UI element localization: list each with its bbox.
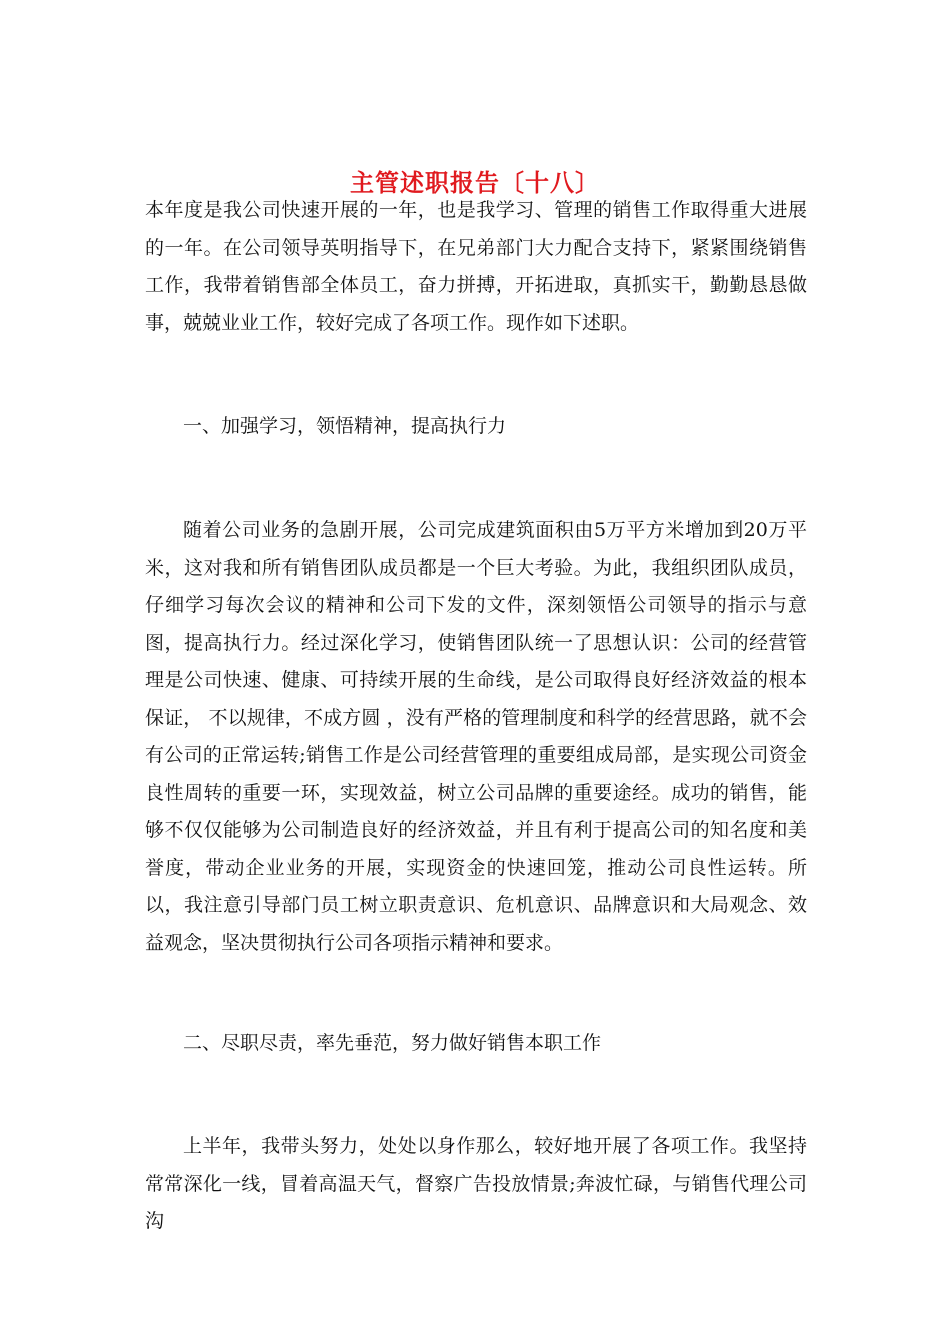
section-1-heading: 一、加强学习，领悟精神，提高执行力 bbox=[183, 415, 507, 437]
intro-paragraph: 本年度是我公司快速开展的一年，也是我学习、管理的销售工作取得重大进展的一年。在公司领导英明指导下，在兄弟部门大力配合支持下，紧紧围绕销售工作，我带着销售部全体员工，奋力拼搏，开拓进取，真抓实干，勤勤恳恳做事，兢兢业业工作，较好完成了各项工作。现作如下述职。 bbox=[145, 199, 807, 334]
section-2-body: 上半年，我带头努力，处处以身作那么，较好地开展了各项工作。我坚持常常深化一线，冒着高温天气，督察广告投放情景;奔波忙碌，与销售代理公司沟 bbox=[145, 1135, 807, 1232]
section-1-body: 随着公司业务的急剧开展，公司完成建筑面积由5万平方米增加到20万平米，这对我和所有销售团队成员都是一个巨大考验。为此，我组织团队成员，仔细学习每次会议的精神和公司下发的文件，深刻领悟公司领导的指示与意图，提高执行力。经过深化学习，使销售团队统一了思想认识：公司的经营管理是公司快速、健康、可持续开展的生命线，是公司取得良好经济效益的根本保证， 不以规律，不成方圆 ，没有严格的管理制度和科学的经营思路，就不会有公司的正常运转;销售工作是公司经营管理的重要组成局部，是实现公司资金良性周转的重要一环，实现效益，树立公司品牌的重要途经。成功的销售，能够不仅仅能够为公司制造良好的经济效益，并且有利于提高公司的知名度和美誉度，带动企业业务的开展，实现资金的快速回笼，推动公司良性运转。所以，我注意引导部门员工树立职责意识、危机意识、品牌意识和大局观念、效益观念，坚决贯彻执行公司各项指示精神和要求。 bbox=[145, 519, 807, 954]
section-2-heading: 二、尽职尽责，率先垂范，努力做好销售本职工作 bbox=[183, 1032, 602, 1054]
document-title: 主管述职报告〔十八〕 bbox=[350, 168, 600, 198]
